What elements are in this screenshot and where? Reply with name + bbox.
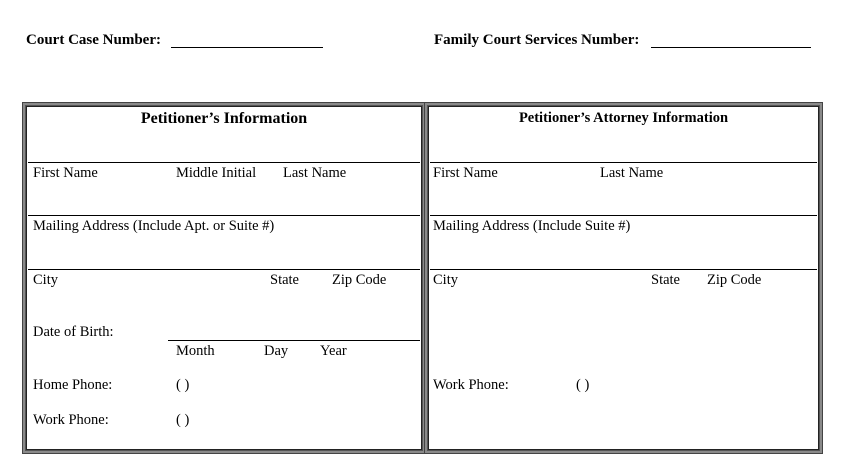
petitioner-name-field[interactable] — [33, 187, 417, 209]
attorney-zip-label: Zip Code — [707, 272, 762, 288]
attorney-first-name-label: First Name — [433, 165, 498, 181]
attorney-state-label: State — [651, 272, 680, 288]
petitioner-rule-3 — [28, 269, 420, 270]
attorney-rule-1 — [430, 162, 817, 163]
petitioner-city-state-zip-field[interactable] — [33, 294, 417, 316]
petitioner-last-name-label: Last Name — [283, 165, 347, 181]
attorney-mailing-address-label: Mailing Address (Include Suite #) — [433, 218, 631, 234]
attorney-mailing-address-field[interactable] — [433, 240, 813, 262]
attorney-work-phone-parens: ( ) — [576, 377, 590, 393]
attorney-rule-3 — [430, 269, 817, 270]
petitioner-work-phone-label: Work Phone: — [33, 412, 109, 428]
petitioner-city-label: City — [33, 272, 58, 288]
petitioner-dob-day-label: Day — [264, 343, 289, 359]
petitioner-dob-year-label: Year — [320, 343, 347, 359]
petitioner-home-phone-label: Home Phone: — [33, 377, 113, 393]
court-case-number-label: Court Case Number: — [26, 32, 161, 48]
petitioner-rule-2 — [28, 215, 420, 216]
petitioner-middle-initial-label: Middle Initial — [176, 165, 257, 181]
petitioner-home-phone-field[interactable] — [220, 376, 414, 398]
attorney-city-label: City — [433, 272, 458, 288]
petitioner-home-phone-parens: ( ) — [176, 377, 190, 393]
petitioner-info-title: Petitioner’s Information — [140, 110, 308, 127]
petitioner-first-name-label: First Name — [33, 165, 98, 181]
petitioner-work-phone-field[interactable] — [220, 411, 414, 433]
petitioner-rule-1 — [28, 162, 420, 163]
petitioner-state-label: State — [270, 272, 299, 288]
court-case-number-field[interactable] — [171, 28, 327, 50]
petitioner-zip-label: Zip Code — [332, 272, 387, 288]
family-court-services-number-field[interactable] — [651, 28, 815, 50]
attorney-info-title: Petitioner’s Attorney Information — [518, 110, 729, 126]
petitioner-mailing-address-field[interactable] — [33, 240, 417, 262]
petitioner-work-phone-parens: ( ) — [176, 412, 190, 428]
family-court-services-number-label: Family Court Services Number: — [434, 32, 640, 48]
attorney-name-field[interactable] — [433, 187, 813, 209]
attorney-work-phone-label: Work Phone: — [433, 377, 509, 393]
petitioner-dob-line — [168, 340, 420, 341]
attorney-last-name-label: Last Name — [600, 165, 664, 181]
petitioner-dob-field[interactable] — [168, 320, 424, 342]
attorney-work-phone-field[interactable] — [620, 376, 814, 398]
petitioner-mailing-address-label: Mailing Address (Include Apt. or Suite #) — [33, 218, 275, 234]
attorney-rule-2 — [430, 215, 817, 216]
petitioner-dob-label: Date of Birth: — [33, 324, 114, 340]
petitioner-dob-month-label: Month — [176, 343, 215, 359]
attorney-city-state-zip-field[interactable] — [433, 294, 813, 316]
